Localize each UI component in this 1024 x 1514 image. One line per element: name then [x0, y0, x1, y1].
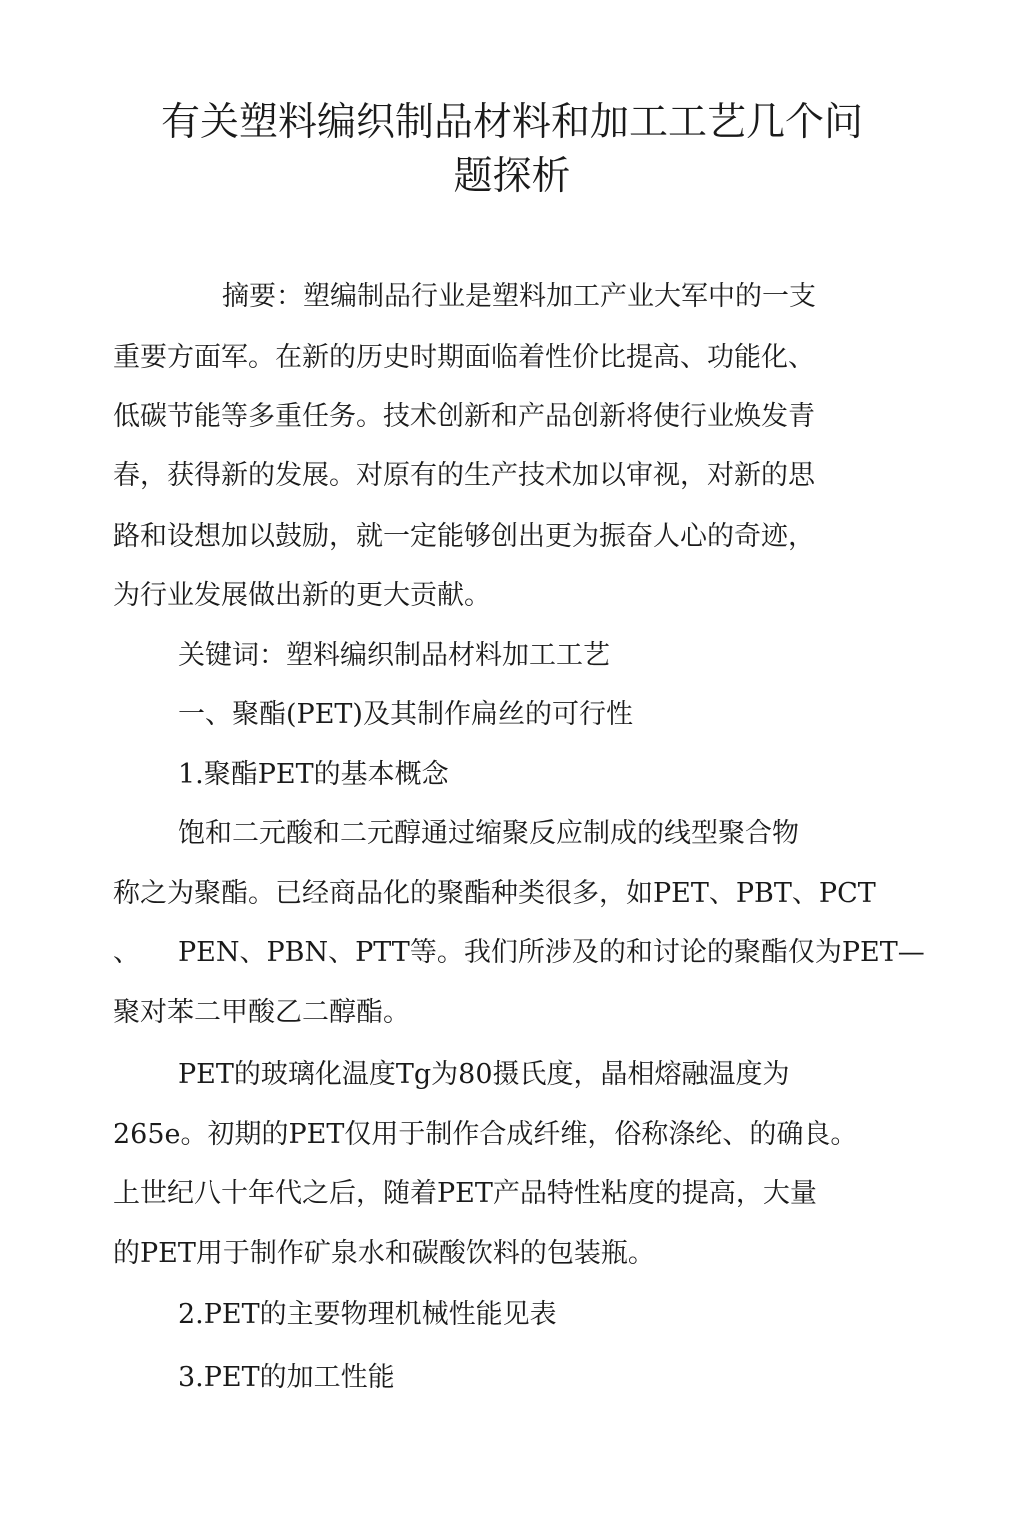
title-line-1: 有关塑料编织制品材料和加工工艺几个问 [160, 100, 863, 145]
subsection-heading-1-3: 3.PET的加工性能 [178, 1362, 395, 1393]
subsection-heading-1-2: 2.PET的主要物理机械性能见表 [178, 1299, 557, 1330]
paragraph-2-line-1: PET的玻璃化温度Tg为80摄氏度，晶相熔融温度为 [178, 1059, 790, 1090]
paragraph-1-line-3b: PEN、PBN、PTT等。我们所涉及的和讨论的聚酯仅为PET— [178, 937, 925, 968]
paragraph-1-line-3a: 、 [113, 937, 140, 968]
keywords-line: 关键词：塑料编织制品材料加工工艺 [178, 640, 610, 671]
abstract-line-1: 摘要：塑编制品行业是塑料加工产业大军中的一支 [222, 281, 816, 312]
abstract-line-2: 重要方面军。在新的历史时期面临着性价比提高、功能化、 [113, 342, 815, 373]
abstract-line-5: 路和设想加以鼓励，就一定能够创出更为振奋人心的奇迹， [113, 521, 815, 552]
paragraph-2-line-4: 的PET用于制作矿泉水和碳酸饮料的包装瓶。 [113, 1238, 655, 1269]
subsection-heading-1-1: 1.聚酯PET的基本概念 [178, 759, 449, 790]
paragraph-1-line-2: 称之为聚酯。已经商品化的聚酯种类很多，如PET、PBT、PCT [113, 878, 876, 909]
paragraph-1-line-1: 饱和二元酸和二元醇通过缩聚反应制成的线型聚合物 [178, 818, 799, 849]
abstract-line-3: 低碳节能等多重任务。技术创新和产品创新将使行业焕发青 [113, 401, 815, 432]
title-line-2: 题探析 [453, 154, 571, 199]
abstract-line-6: 为行业发展做出新的更大贡献。 [113, 580, 491, 611]
document-title [100, 96, 924, 204]
paragraph-2-line-3: 上世纪八十年代之后，随着PET产品特性粘度的提高，大量 [113, 1178, 817, 1209]
section-heading-1: 一、聚酯(PET)及其制作扁丝的可行性 [178, 699, 633, 730]
paragraph-1-line-4: 聚对苯二甲酸乙二醇酯。 [113, 997, 410, 1028]
paragraph-2-line-2: 265e。初期的PET仅用于制作合成纤维，俗称涤纶、的确良。 [113, 1119, 858, 1150]
abstract-line-4: 春，获得新的发展。对原有的生产技术加以审视，对新的思 [113, 460, 815, 491]
